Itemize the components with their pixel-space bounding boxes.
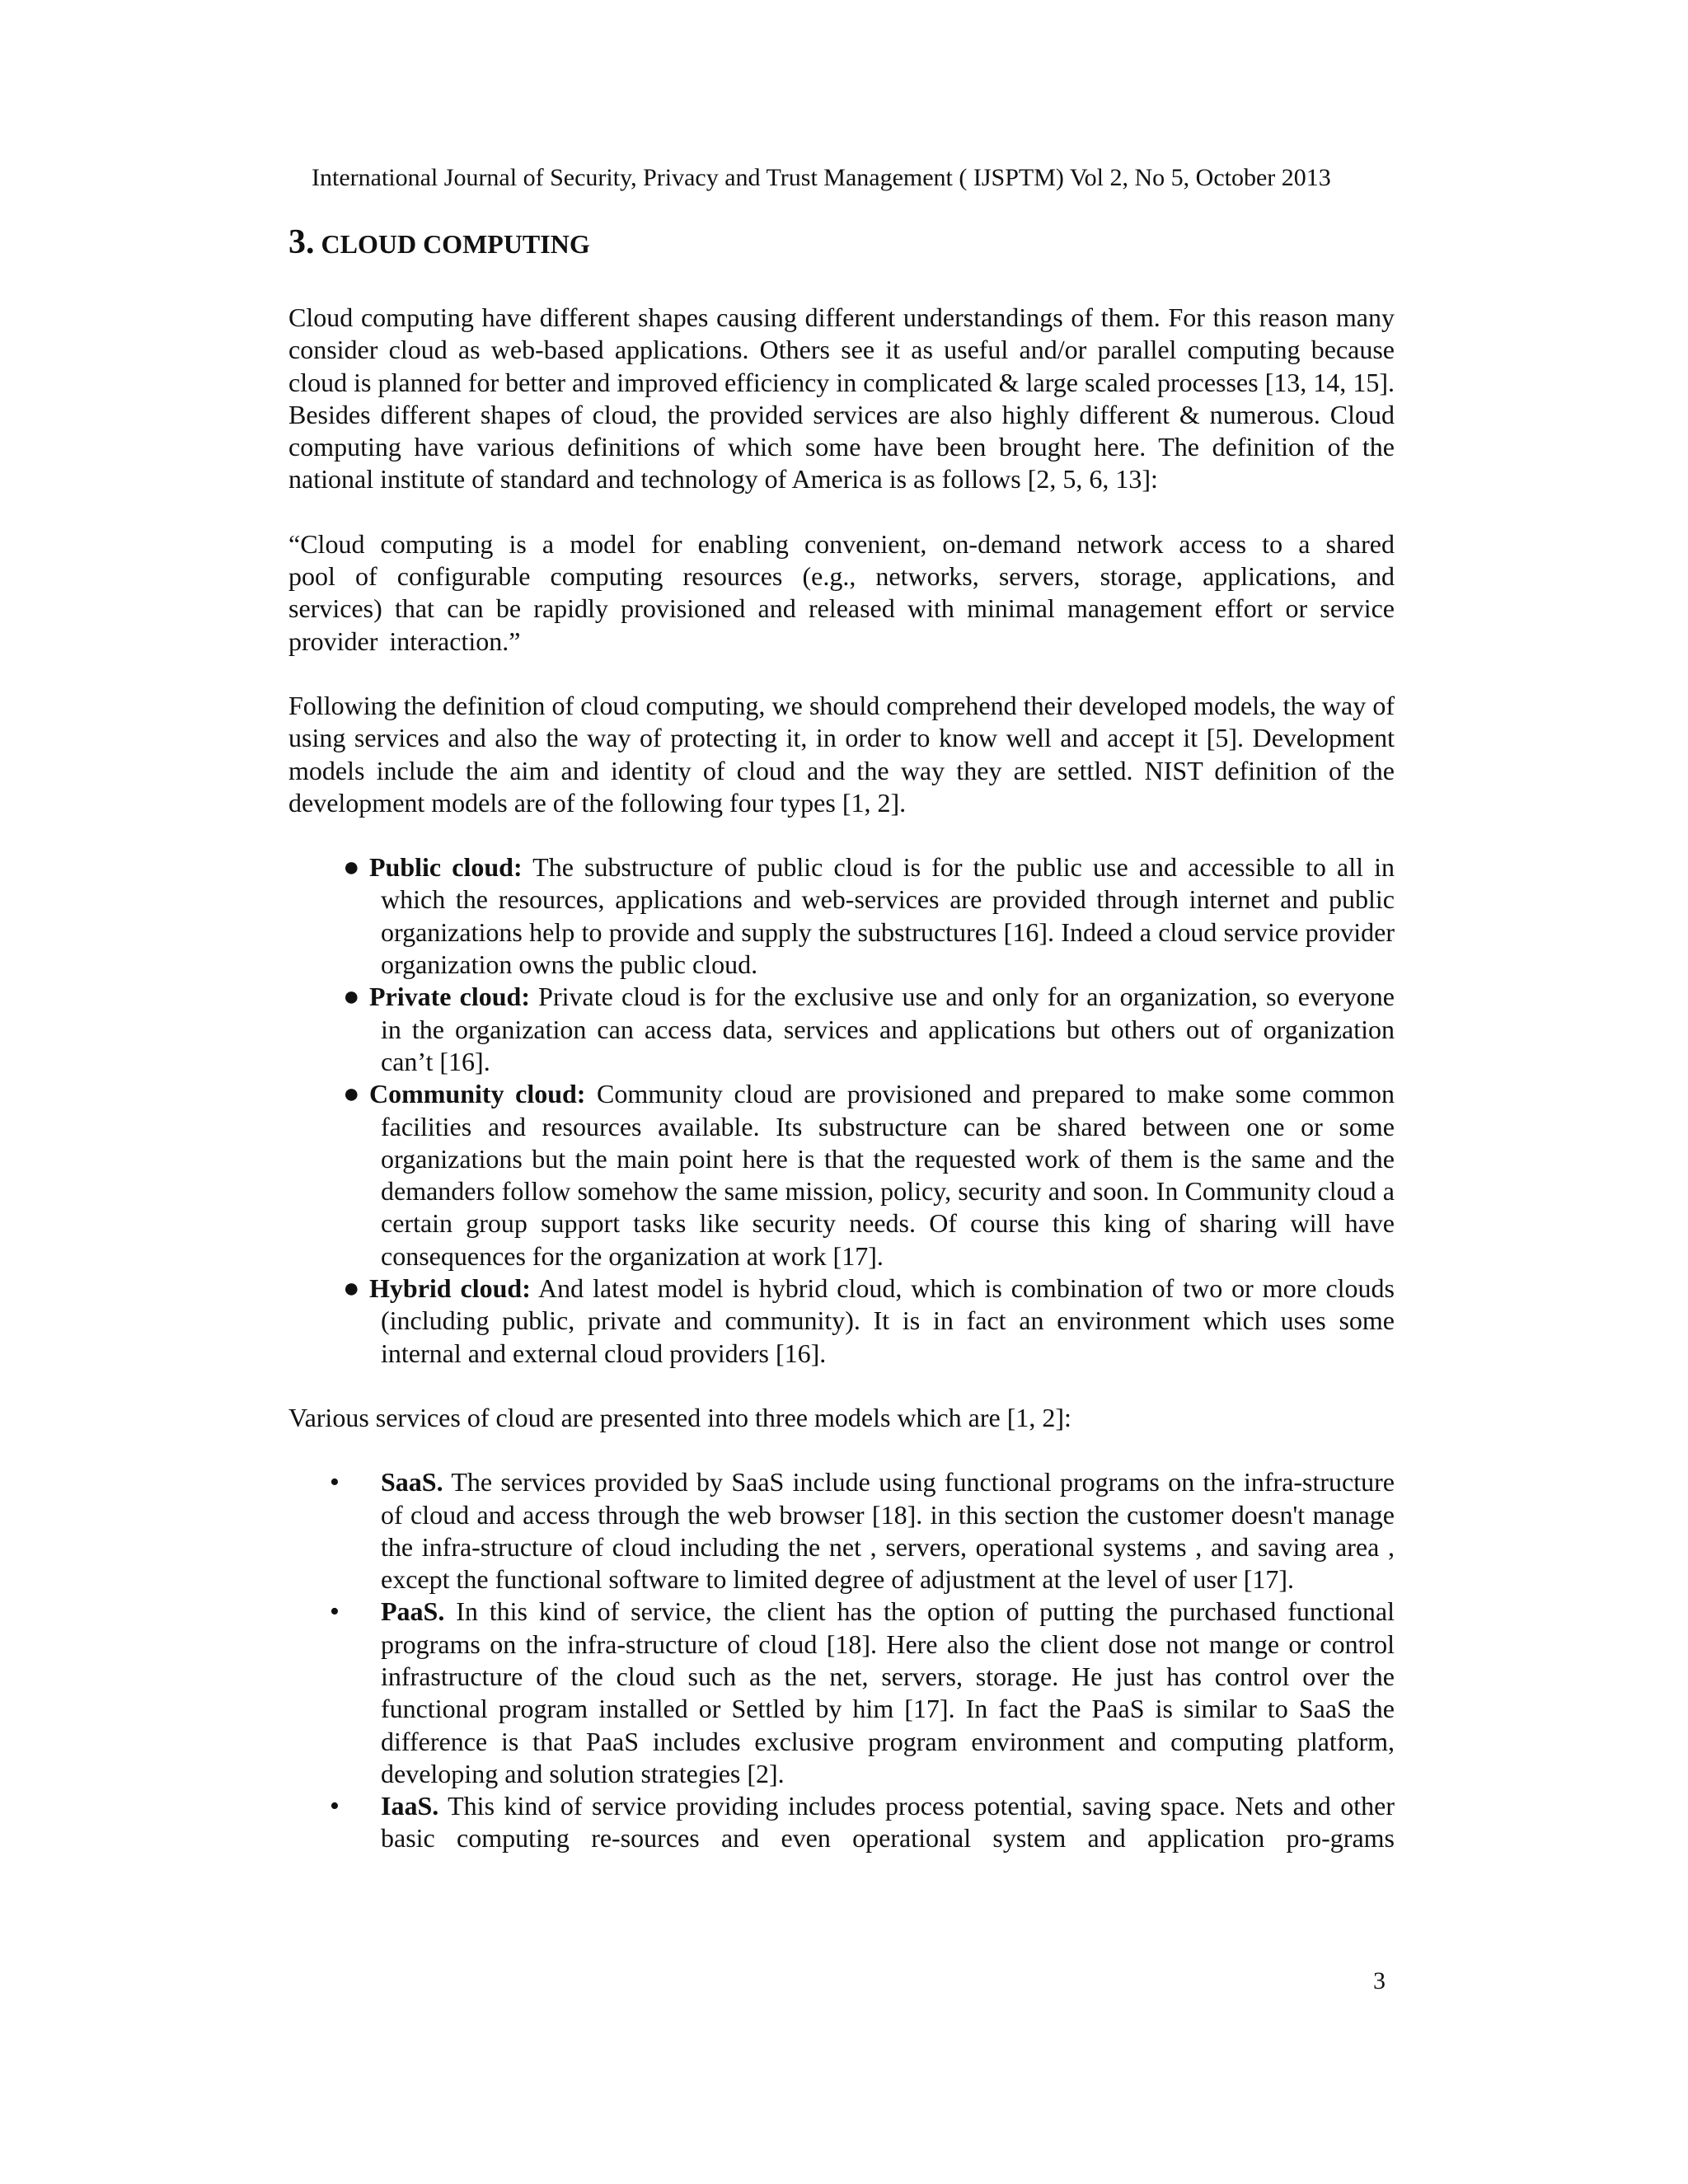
section-title: CLOUD COMPUTING <box>321 229 590 259</box>
bullet-icon: • <box>330 1791 340 1822</box>
desc-hybrid-cloud: And latest model is hybrid cloud, which is combination of two or more clouds (including public, private and community). It is in fact an environment which uses some internal and external cloud providers [16]. <box>381 1273 1395 1368</box>
service-models-list <box>288 1466 1395 1855</box>
desc-saas: The services provided by SaaS include using functional programs on the infra-structure of cloud and access through the web browser [18]. in this section the customer doesn't manage the infra-structure of cloud including the net , servers, operational systems , and saving area , except the functional software to limited degree of adjustment at the level of user [17]. <box>381 1467 1395 1595</box>
term-private-cloud: Private cloud: <box>369 982 531 1012</box>
services-intro-paragraph: Various services of cloud are presented into three models which are [1, 2]: <box>288 1402 1071 1432</box>
list-item-paas <box>288 1596 1395 1790</box>
nist-definition-quote: “Cloud computing is a model for enabling convenient, on-demand network access to a shared pool of configurable computing resources (e.g., networks, servers, storage, applications, and services) that can be rapidly provisioned and released with minimal management effort or service provider interaction.” <box>288 528 1395 656</box>
bullet-icon: ● <box>343 1079 360 1110</box>
desc-public-cloud: The substructure of public cloud is for the public use and accessible to all in which the resources, applications and web-services are provided through internet and public organizations help to provide and supply the substructures [16]. Indeed a cloud service provider organization owns the public cloud. <box>381 852 1395 980</box>
list-item-hybrid-cloud <box>288 1272 1395 1370</box>
desc-community-cloud: Community cloud are provisioned and prepared to make some common facilities and resources available. Its substructure can be shared between one or some organizations but the main point here is that the requested work of them is the same and the demanders follow somehow the same mission, policy, security and soon. In Community cloud a certain group support tasks like security needs. Of course this king of sharing will have consequences for the organization at work [17]. <box>381 1079 1395 1271</box>
page-number: 3 <box>1373 1967 1386 1994</box>
list-item-saas <box>288 1466 1395 1596</box>
desc-private-cloud: Private cloud is for the exclusive use and only for an organization, so everyone in the organization can access data, services and applications but others out of organization can’t [16]. <box>381 982 1395 1076</box>
deployment-models-list <box>288 851 1395 1370</box>
term-iaas: IaaS. <box>381 1791 439 1821</box>
term-hybrid-cloud: Hybrid cloud: <box>369 1273 531 1304</box>
term-paas: PaaS. <box>381 1596 445 1627</box>
list-item-public-cloud <box>288 851 1395 981</box>
intro-paragraph: Cloud computing have different shapes causing different understandings of them. For this reason many consider cloud as web-based applications. Others see it as useful and/or parallel computing because cloud is planned for better and improved efficiency in complicated & large scaled processes [13, 14, 15]. Besides different shapes of cloud, the provided services are also highly different & numerous. Cloud computing have various definitions of which some have been brought here. The definition of the national institute of standard and technology of America is as follows [2, 5, 6, 13]: <box>288 302 1395 494</box>
bullet-icon: ● <box>343 982 360 1013</box>
term-public-cloud: Public cloud: <box>369 852 523 883</box>
section-number: 3. <box>288 223 315 261</box>
desc-paas: In this kind of service, the client has the option of putting the purchased functional programs on the infra-structure of cloud [18]. Here also the client dose not mange or control infrastructure of the cloud such as the net, servers, storage. He just has control over the functional program installed or Settled by him [17]. In fact the PaaS is similar to SaaS the difference is that PaaS includes exclusive program environment and computing platform, developing and solution strategies [2]. <box>381 1596 1395 1788</box>
running-header: International Journal of Security, Privacy and Trust Management ( IJSPTM) Vol 2, No 5, October 2013 <box>312 164 1331 191</box>
list-item-private-cloud <box>288 981 1395 1078</box>
term-community-cloud: Community cloud: <box>369 1079 586 1109</box>
bullet-icon: ● <box>343 852 360 883</box>
article-body <box>288 302 1395 1887</box>
section-heading <box>288 223 590 264</box>
models-intro-paragraph: Following the definition of cloud computing, we should comprehend their developed models, the way of using services and also the way of protecting it, in order to know well and accept it [5]. Development models include the aim and identity of cloud and the way they are settled. NIST definition of the development models are of the following four types [1, 2]. <box>288 690 1395 818</box>
desc-iaas: This kind of service providing includes process potential, saving space. Nets and other basic computing re-sources and even operational system and application pro-grams <box>381 1791 1395 1854</box>
bullet-icon: • <box>330 1467 340 1498</box>
list-item-iaas <box>288 1790 1395 1855</box>
list-item-community-cloud <box>288 1078 1395 1272</box>
bullet-icon: • <box>330 1596 340 1628</box>
bullet-icon: ● <box>343 1273 360 1305</box>
term-saas: SaaS. <box>381 1467 443 1497</box>
